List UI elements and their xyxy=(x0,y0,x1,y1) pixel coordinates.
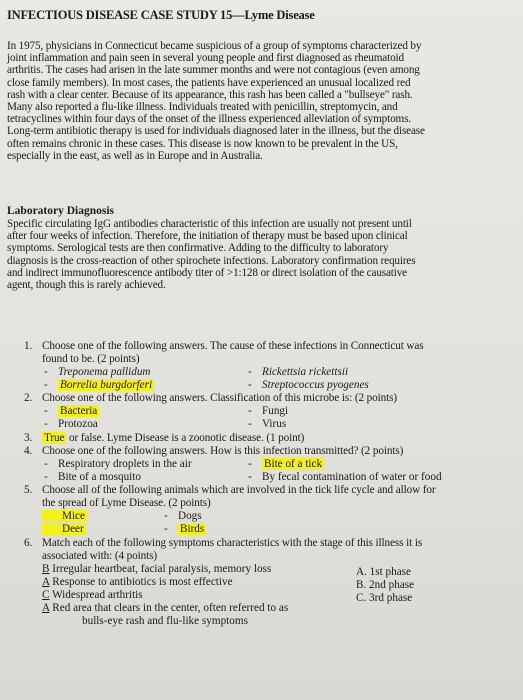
lab-diagnosis-paragraph xyxy=(7,218,515,291)
q2-option-selected: - Bacteria xyxy=(44,405,98,417)
intro-line: rash with a clear center. Because of its appearance, this rash has been called a "bullseye" rash. xyxy=(7,88,413,101)
lab-diagnosis-heading: Laboratory Diagnosis xyxy=(7,205,115,217)
match-item: B Irregular heartbeat, facial paralysis, memory loss xyxy=(42,563,272,575)
q5-option-selected: Mice xyxy=(42,510,87,522)
lab-line: after four weeks of infection. Therefore, the initiation of therapy must be based upon clinical xyxy=(7,230,408,243)
q1-option-selected: - Borrelia burgdorferi xyxy=(44,379,153,391)
phase-label: C. 3rd phase xyxy=(356,592,413,604)
phase-label: A. 1st phase xyxy=(356,566,411,578)
question-5: 5. Choose all of the following animals which are involved in the tick life cycle and allow for xyxy=(24,484,436,496)
match-item: A Red area that clears in the center, often referred to as xyxy=(42,602,289,614)
intro-line: especially in the east, as well as in Europe and in Australia. xyxy=(7,149,263,162)
intro-line: arthritis. The cases had arisen in the late summer months and were not contagious (even among xyxy=(7,64,420,77)
lab-line: Specific circulating IgG antibodies characteristic of this infection are usually not present until xyxy=(7,218,412,230)
intro-line: tetracyclines within four days of the onset of the illness experienced alleviation of symptoms. xyxy=(7,113,411,126)
question-number: 1. xyxy=(24,340,33,352)
lab-line: diagnosis is the cross-reaction of other spirochete infections. Laboratory confirmation requires xyxy=(7,254,416,267)
intro-line: close family members). In most cases, the patients have experienced an unusual localized red xyxy=(7,76,411,89)
q2-option: - Protozoa xyxy=(44,418,98,430)
question-text: Choose one of the following answers. The cause of these infections in Connecticut was xyxy=(42,340,424,352)
q5-option-selected: Deer xyxy=(42,523,86,535)
document-title: INFECTIOUS DISEASE CASE STUDY 15—Lyme Disease xyxy=(7,8,315,22)
q4-option: - Respiratory droplets in the air xyxy=(44,458,192,470)
match-item: C Widespread arthritis xyxy=(42,589,143,601)
question-1-cont: found to be. (2 points) xyxy=(42,353,140,365)
q5-option: - Dogs xyxy=(164,510,202,522)
q5-option-selected: - Birds xyxy=(164,523,205,535)
intro-line: Long-term antibiotic therapy is used for individuals diagnosed later in the illness, but the disease xyxy=(7,125,425,138)
q1-option: - Treponema pallidum xyxy=(44,366,151,378)
q1-option: - Rickettsia rickettsii xyxy=(248,366,349,378)
intro-line: often remains chronic in these cases. This disease is now known to be prevalent in the US, xyxy=(7,137,398,150)
question-2: 2. Choose one of the following answers. Classification of this microbe is: (2 points) xyxy=(24,392,398,404)
question-1 xyxy=(24,340,424,352)
intro-paragraph xyxy=(7,40,515,162)
question-6: 6. Match each of the following symptoms characteristics with the stage of this illness it is xyxy=(24,537,423,549)
intro-line: In 1975, physicians in Connecticut became suspicious of a group of symptoms characterized by xyxy=(7,40,422,52)
q4-option: - By fecal contamination of water or food xyxy=(248,471,442,483)
intro-line: joint inflammation and pain seen in several young people and first diagnosed as rheumatoid xyxy=(7,52,404,65)
question-4: 4. Choose one of the following answers. How is this infection transmitted? (2 points) xyxy=(24,445,404,457)
question-6-cont: associated with: (4 points) xyxy=(42,550,158,562)
question-5-cont: the spread of Lyme Disease. (2 points) xyxy=(42,497,211,509)
question-3: 3. True or false. Lyme Disease is a zoonotic disease. (1 point) xyxy=(24,432,305,444)
q3-answer-true: True xyxy=(44,432,65,444)
match-item-cont: bulls-eye rash and flu-like symptoms xyxy=(82,615,248,627)
q2-option: - Virus xyxy=(248,418,287,430)
lab-line: and indirect immunofluorescence antibody titer of >1:128 or direct isolation of the causative xyxy=(7,266,407,279)
q4-option-selected: - Bite of a tick xyxy=(248,458,323,470)
lab-line: agent, though this is rarely achieved. xyxy=(7,279,166,292)
phase-label: B. 2nd phase xyxy=(356,579,415,591)
intro-line: Many also reported a flu-like illness. Individuals treated with penicillin, streptomycin, and xyxy=(7,101,398,114)
q2-option: - Fungi xyxy=(248,405,289,417)
q1-option: - Streptococcus pyogenes xyxy=(248,379,369,391)
lab-line: symptoms. Serological tests are then confirmative. Adding to the difficulty to laboratory xyxy=(7,242,389,255)
q4-option: - Bite of a mosquito xyxy=(44,471,141,483)
match-item: A Response to antibiotics is most effective xyxy=(42,576,233,588)
